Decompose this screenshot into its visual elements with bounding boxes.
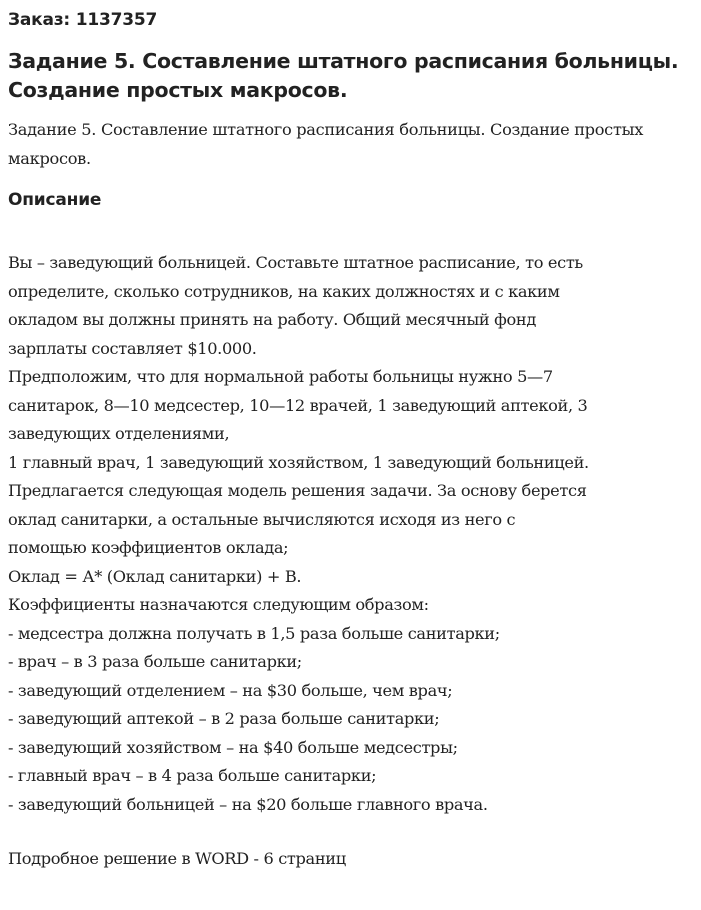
description-line: окладом вы должны принять на работу. Общий месячный фонд bbox=[8, 310, 536, 329]
description-line: 1 главный врач, 1 заведующий хозяйством, 1 заведующий больницей. bbox=[8, 452, 589, 472]
description-heading: Описание bbox=[8, 190, 102, 210]
solution-note: Подробное решение в WORD - 6 страниц bbox=[8, 849, 346, 868]
coefficient-item: - врач – в 3 раза больше санитарки; bbox=[8, 652, 302, 671]
coefficient-item: - заведующий аптекой – в 2 раза больше санитарки; bbox=[8, 709, 440, 728]
description-line: оклад санитарки, а остальные вычисляются исходя из него с bbox=[8, 509, 516, 529]
order-number: Заказ: 1137357 bbox=[8, 10, 158, 30]
coefficient-item: - заведующий больницей – на $20 больше главного врача. bbox=[8, 794, 488, 814]
description-line: Вы – заведующий больницей. Составьте штатное расписание, то есть bbox=[8, 253, 583, 272]
description-line: Коэффициенты назначаются следующим образом: bbox=[8, 595, 429, 614]
description-line: определите, сколько сотрудников, на каких должностях и с каким bbox=[8, 281, 560, 301]
description-line: санитарок, 8—10 медсестер, 10—12 врачей, 1 заведующий аптекой, 3 bbox=[8, 395, 588, 415]
formula-line: Оклад = А* (Оклад санитарки) + В. bbox=[8, 566, 302, 586]
description-line: помощью коэффициентов оклада; bbox=[8, 538, 289, 557]
coefficient-item: - заведующий отделением – на $30 больше, чем врач; bbox=[8, 680, 453, 700]
task-subtitle: Задание 5. Составление штатного расписания больницы. Создание простых макросов. bbox=[8, 120, 644, 168]
description-line: Предположим, что для нормальной работы больницы нужно 5—7 bbox=[8, 367, 553, 386]
description-body bbox=[8, 249, 698, 819]
description-line: зарплаты составляет $10.000. bbox=[8, 338, 257, 358]
page-title: Задание 5. Составление штатного расписания больницы. Создание простых макросов. bbox=[8, 49, 679, 102]
coefficient-item: - медсестра должна получать в 1,5 раза больше санитарки; bbox=[8, 623, 500, 643]
description-line: Предлагается следующая модель решения задачи. За основу берется bbox=[8, 481, 587, 500]
description-line: заведующих отделениями, bbox=[8, 424, 230, 443]
coefficient-item: - заведующий хозяйством – на $40 больше медсестры; bbox=[8, 737, 458, 757]
coefficient-item: - главный врач – в 4 раза больше санитарки; bbox=[8, 766, 377, 785]
